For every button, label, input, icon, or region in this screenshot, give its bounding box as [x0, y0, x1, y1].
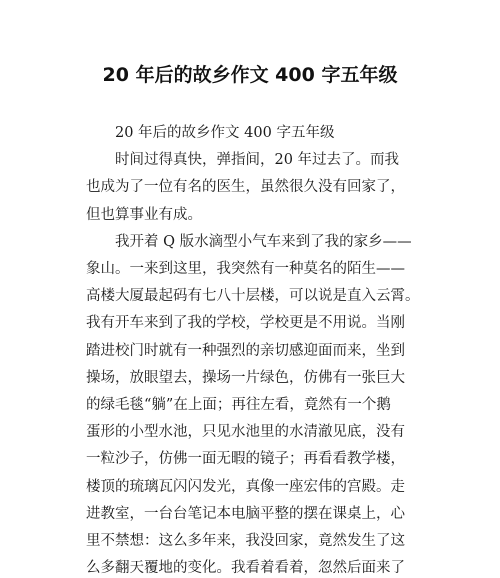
paragraph-line: 20 年后的故乡作文 400 字五年级 [115, 125, 335, 141]
paragraph-line: 的绿毛毯“躺”在上面；再往左看，竟然有一个鹅 [86, 397, 391, 413]
paragraph-line: 进教室，一台台笔记本电脑平整的摆在课桌上，心 [86, 505, 405, 522]
paragraph-line: 高楼大厦最起码有七八十层楼，可以说是直入云霄。 [86, 288, 420, 305]
paragraph-line: 踏进校门时就有一种强烈的亲切感迎面而来，坐到 [86, 342, 405, 359]
paragraph-line: 时间过得真快，弹指间，20 年过去了。而我 [115, 152, 400, 169]
document-title: 20 年后的故乡作文 400 字五年级 [102, 64, 398, 86]
paragraph-line: 一粒沙子，仿佛一面无暇的镜子；再看看教学楼， [86, 451, 405, 468]
paragraph-line: 操场，放眼望去，操场一片绿色，仿佛有一张巨大 [86, 369, 405, 386]
paragraph-line: 象山。一来到这里，我突然有一种莫名的陌生—— [86, 261, 405, 277]
paragraph-line: 我开着 Q 版水滴型小气车来到了我的家乡—— [115, 233, 412, 250]
paragraph-line: 我有开车来到了我的学校，学校更是不用说。当刚 [86, 315, 405, 332]
paragraph-line: 也成为了一位有名的医生，虽然很久没有回家了， [86, 179, 405, 196]
paragraph-line: 里不禁想：这么多年来，我没回家，竟然发生了这 [86, 533, 405, 549]
paragraph-line: 但也算事业有成。 [86, 206, 202, 223]
paragraph-line: 么多翻天覆地的变化。我看着看着，忽然后面来了 [86, 560, 405, 577]
paragraph-line: 楼顶的琉璃瓦闪闪发光，真像一座宏伟的宫殿。走 [86, 478, 405, 495]
paragraph-line: 蛋形的小型水池，只见水池里的水清澈见底，没有 [86, 424, 405, 441]
